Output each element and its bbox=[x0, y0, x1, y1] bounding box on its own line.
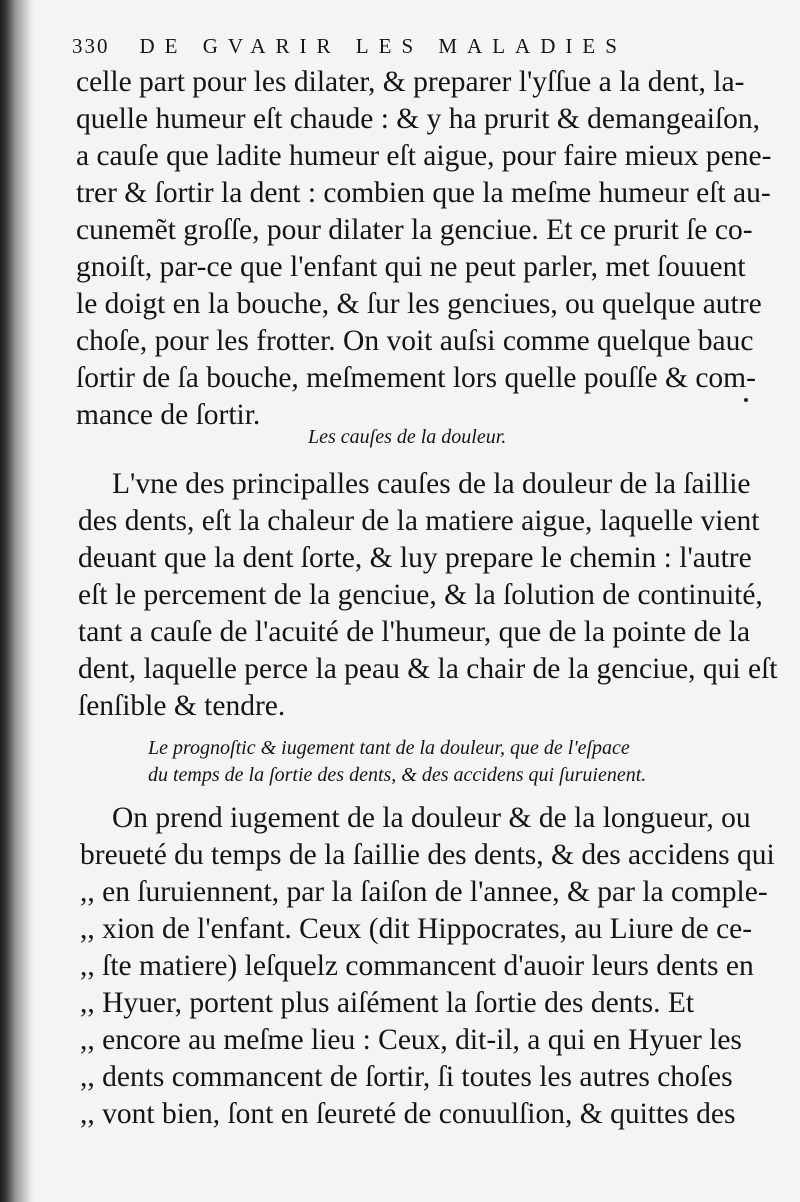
text-line: des dents, eſt la chaleur de la matiere aigue, laquelle vient bbox=[78, 505, 760, 537]
text-line: ,, en ſuruiennent, par la ſaiſon de l'annee, & par la comple- bbox=[80, 876, 768, 908]
text-line: trer & ſortir la dent : combien que la meſme humeur eſt au- bbox=[76, 177, 771, 209]
text-line: On prend iugement de la douleur & de la longueur, ou bbox=[112, 802, 751, 834]
text-line: quelle humeur eſt chaude : & y ha prurit & demangeaiſon, bbox=[76, 103, 761, 135]
text-line: dent, laquelle perce la peau & la chair de la genciue, qui eſt bbox=[78, 653, 778, 685]
section-heading: Le prognoſtic & iugement tant de la douleur, que de l'eſpace bbox=[148, 737, 630, 759]
section-heading: du temps de la ſortie des dents, & des accidens qui ſuruienent. bbox=[148, 764, 647, 786]
section-heading: Les cauſes de la douleur. bbox=[308, 426, 507, 448]
text-line: breueté du temps de la ſaillie des dents, & des accidens qui bbox=[80, 839, 775, 871]
running-title: DE GVARIR LES MALADIES bbox=[139, 34, 627, 58]
text-line: ,, xion de l'enfant. Ceux (dit Hippocrates, au Liure de ce- bbox=[80, 913, 753, 945]
text-line: ,, dents commancent de ſortir, ſi toutes les autres choſes bbox=[80, 1061, 733, 1093]
text-line: mance de ſortir. bbox=[76, 399, 261, 431]
text-line: ,, vont bien, ſont en ſeureté de conuulſion, & quittes des bbox=[80, 1098, 736, 1130]
text-line: choſe, pour les frotter. On voit auſsi comme quelque bauc bbox=[76, 325, 754, 357]
text-line: celle part pour les dilater, & preparer l'yſſue a la dent, la- bbox=[76, 66, 745, 98]
text-line: L'vne des principalles cauſes de la douleur de la ſaillie bbox=[112, 468, 751, 500]
page-number: 330 bbox=[72, 34, 110, 58]
text-line: ſenſible & tendre. bbox=[78, 690, 286, 722]
ink-speck bbox=[744, 398, 748, 402]
text-line: ,, Hyuer, portent plus aiſément la ſortie des dents. Et bbox=[80, 987, 695, 1019]
text-line: ſortir de ſa bouche, meſmement lors quelle pouſſe & com- bbox=[76, 362, 756, 394]
text-line: le doigt en la bouche, & ſur les genciues, ou quelque autre bbox=[76, 288, 762, 320]
text-line: deuant que la dent ſorte, & luy prepare le chemin : l'autre bbox=[78, 542, 752, 574]
text-line: eſt le percement de la genciue, & la ſolution de continuité, bbox=[78, 579, 763, 611]
text-line: ,, ſte matiere) leſquelz commancent d'auoir leurs dents en bbox=[80, 950, 754, 982]
text-line: ,, encore au meſme lieu : Ceux, dit-il, a qui en Hyuer les bbox=[80, 1024, 742, 1056]
text-line: tant a cauſe de l'acuité de l'humeur, que de la pointe de la bbox=[78, 616, 751, 648]
text-line: gnoiſt, par-ce que l'enfant qui ne peut parler, met ſouuent bbox=[76, 251, 746, 283]
running-header bbox=[72, 32, 792, 60]
text-line: cunemẽt groſſe, pour dilater la genciue. Et ce prurit ſe co- bbox=[76, 214, 753, 246]
binding-gutter-shadow bbox=[0, 0, 34, 1202]
text-line: a cauſe que ladite humeur eſt aigue, pour faire mieux pene- bbox=[76, 140, 772, 172]
